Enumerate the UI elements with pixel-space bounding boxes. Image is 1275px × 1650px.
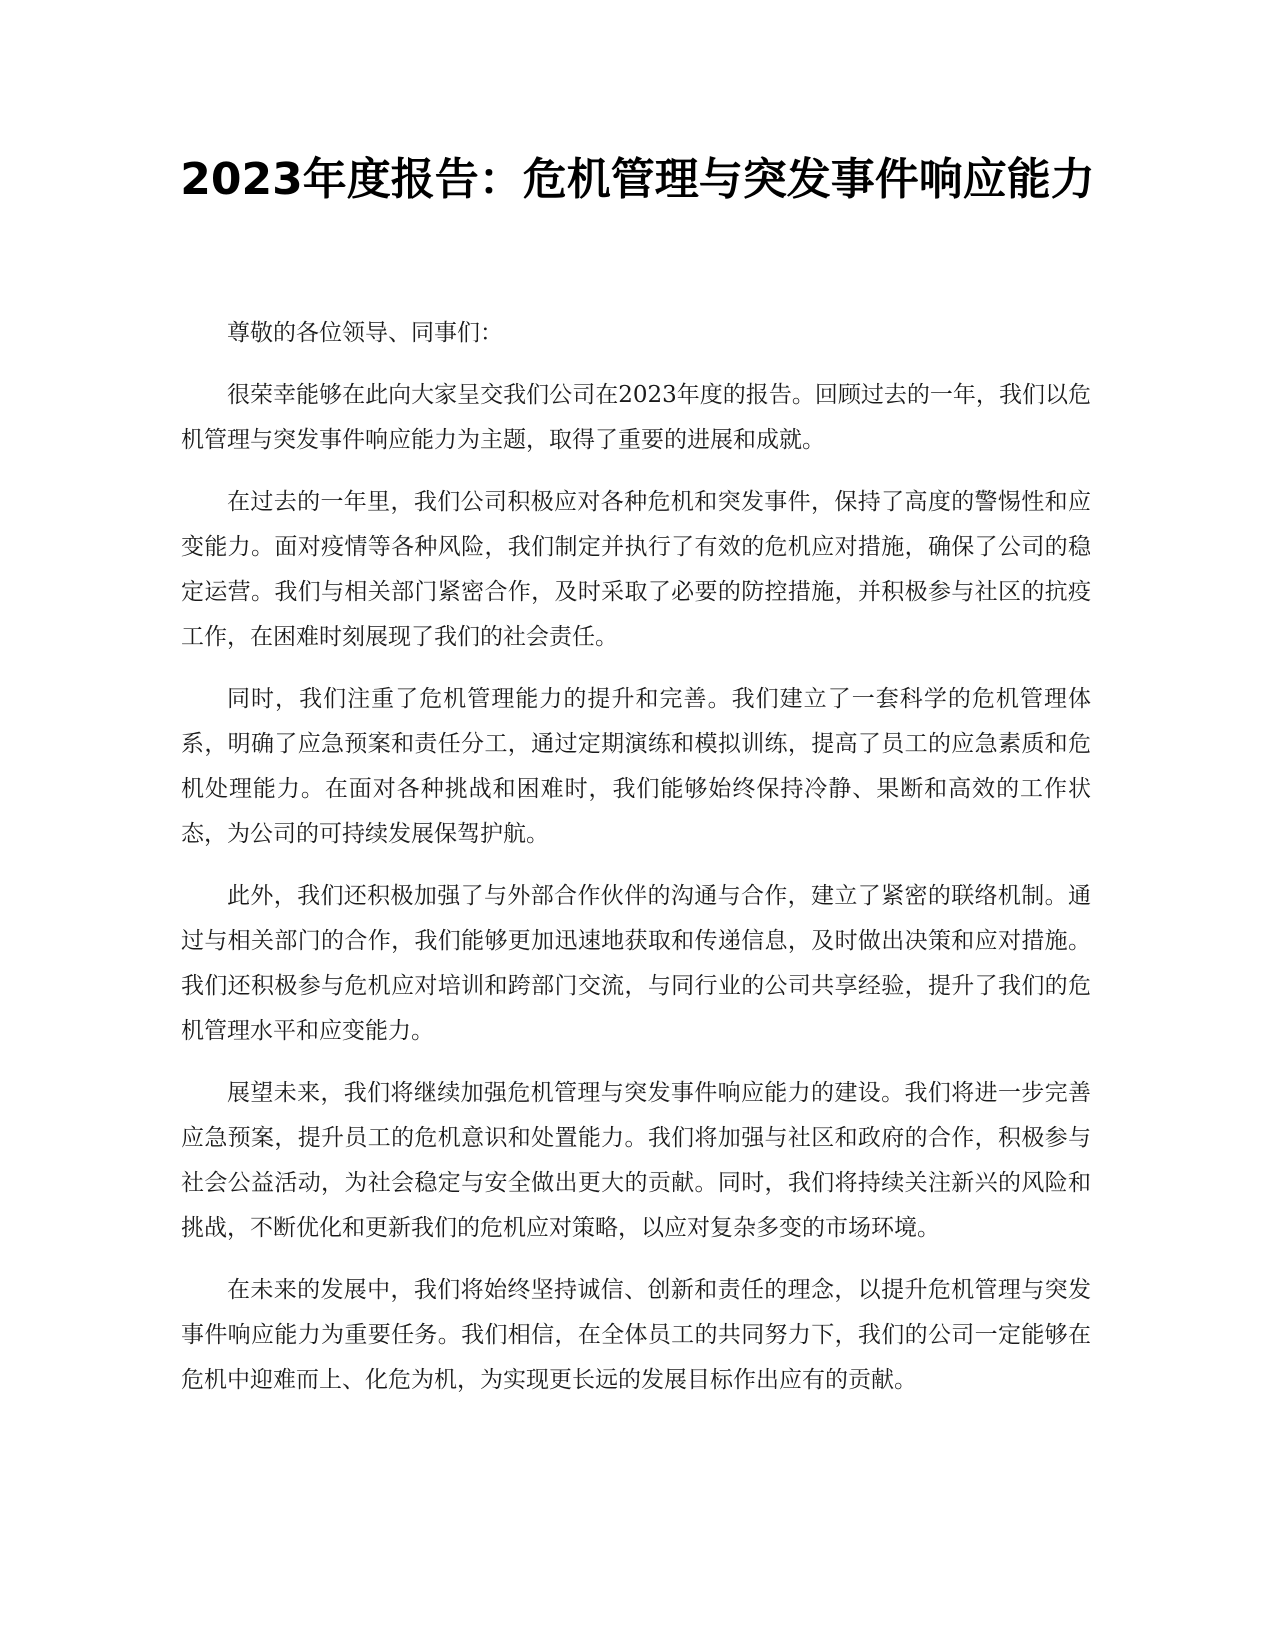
document-title: 2023年度报告：危机管理与突发事件响应能力 <box>180 154 1095 205</box>
document-body <box>181 311 1091 1420</box>
paragraph-outlook: 展望未来，我们将继续加强危机管理与突发事件响应能力的建设。我们将进一步完善应急预案，提升员工的危机意识和处置能力。我们将加强与社区和政府的合作，积极参与社会公益活动，为社会稳定与安全做出更大的贡献。同时，我们将持续关注新兴的风险和挑战，不断优化和更新我们的危机应对策略，以应对复杂多变的市场环境。 <box>181 1080 1091 1241</box>
paragraph-past-year: 在过去的一年里，我们公司积极应对各种危机和突发事件，保持了高度的警惕性和应变能力。面对疫情等各种风险，我们制定并执行了有效的危机应对措施，确保了公司的稳定运营。我们与相关部门紧密合作，及时采取了必要的防控措施，并积极参与社区的抗疫工作，在困难时刻展现了我们的社会责任。 <box>181 489 1091 650</box>
paragraph-cooperation: 此外，我们还积极加强了与外部合作伙伴的沟通与合作，建立了紧密的联络机制。通过与相关部门的合作，我们能够更加迅速地获取和传递信息，及时做出决策和应对措施。我们还积极参与危机应对培训和跨部门交流，与同行业的公司共享经验，提升了我们的危机管理水平和应变能力。 <box>181 883 1091 1044</box>
paragraph-intro: 很荣幸能够在此向大家呈交我们公司在2023年度的报告。回顾过去的一年，我们以危机管理与突发事件响应能力为主题，取得了重要的进展和成就。 <box>181 382 1091 453</box>
salutation: 尊敬的各位领导、同事们： <box>227 320 503 346</box>
paragraph-conclusion: 在未来的发展中，我们将始终坚持诚信、创新和责任的理念，以提升危机管理与突发事件响应能力为重要任务。我们相信，在全体员工的共同努力下，我们的公司一定能够在危机中迎难而上、化危为机，为实现更长远的发展目标作出应有的贡献。 <box>181 1277 1091 1393</box>
paragraph-capability: 同时，我们注重了危机管理能力的提升和完善。我们建立了一套科学的危机管理体系，明确了应急预案和责任分工，通过定期演练和模拟训练，提高了员工的应急素质和危机处理能力。在面对各种挑战和困难时，我们能够始终保持冷静、果断和高效的工作状态，为公司的可持续发展保驾护航。 <box>181 686 1091 847</box>
